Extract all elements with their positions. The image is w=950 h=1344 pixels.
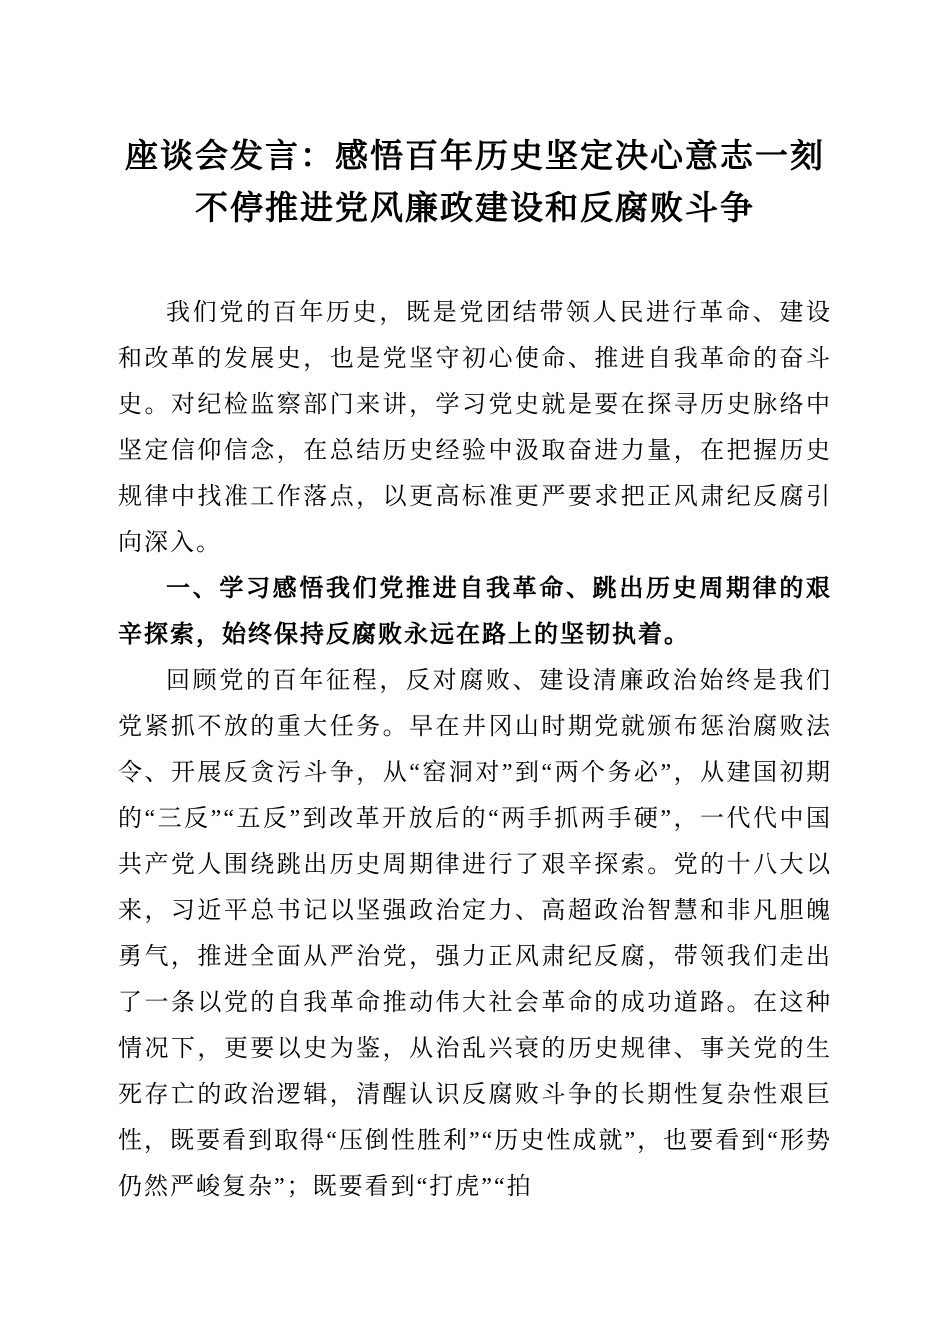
document-title-line-1: 座谈会发言：感悟百年历史坚定决心意志一刻 bbox=[125, 137, 825, 174]
document-title bbox=[118, 130, 832, 234]
paragraph-section-1-body: 回顾党的百年征程，反对腐败、建设清廉政治始终是我们党紧抓不放的重大任务。早在井冈山时期党就颁布惩治腐败法令、开展反贪污斗争，从“窑洞对”到“两个务必”，从建国初期的“三反”“五反”到改革开放后的“两手抓两手硬”，一代代中国共产党人围绕跳出历史周期律进行了艰辛探索。党的十八大以来，习近平总书记以坚强政治定力、高超政治智慧和非凡胆魄勇气，推进全面从严治党，强力正风肃纪反腐，带领我们走出了一条以党的自我革命推动伟大社会革命的成功道路。在这种情况下，更要以史为鉴，从治乱兴衰的历史规律、事关党的生死存亡的政治逻辑，清醒认识反腐败斗争的长期性复杂性艰巨性，既要看到取得“压倒性胜利”“历史性成就”，也要看到“形势仍然严峻复杂”；既要看到“打虎”“拍 bbox=[118, 668, 832, 1200]
document-title-line-2: 不停推进党风廉政建设和反腐败斗争 bbox=[195, 189, 755, 226]
section-heading-1: 一、学习感悟我们党推进自我革命、跳出历史周期律的艰辛探索，始终保持反腐败永远在路上的坚韧执着。 bbox=[118, 575, 832, 648]
paragraph-intro: 我们党的百年历史，既是党团结带领人民进行革命、建设和改革的发展史，也是党坚守初心使命、推进自我革命的奋斗史。对纪检监察部门来讲，学习党史就是要在探寻历史脉络中坚定信仰信念，在总结历史经验中汲取奋进力量，在把握历史规律中找准工作落点，以更高标准更严要求把正风肃纪反腐引向深入。 bbox=[118, 300, 832, 556]
